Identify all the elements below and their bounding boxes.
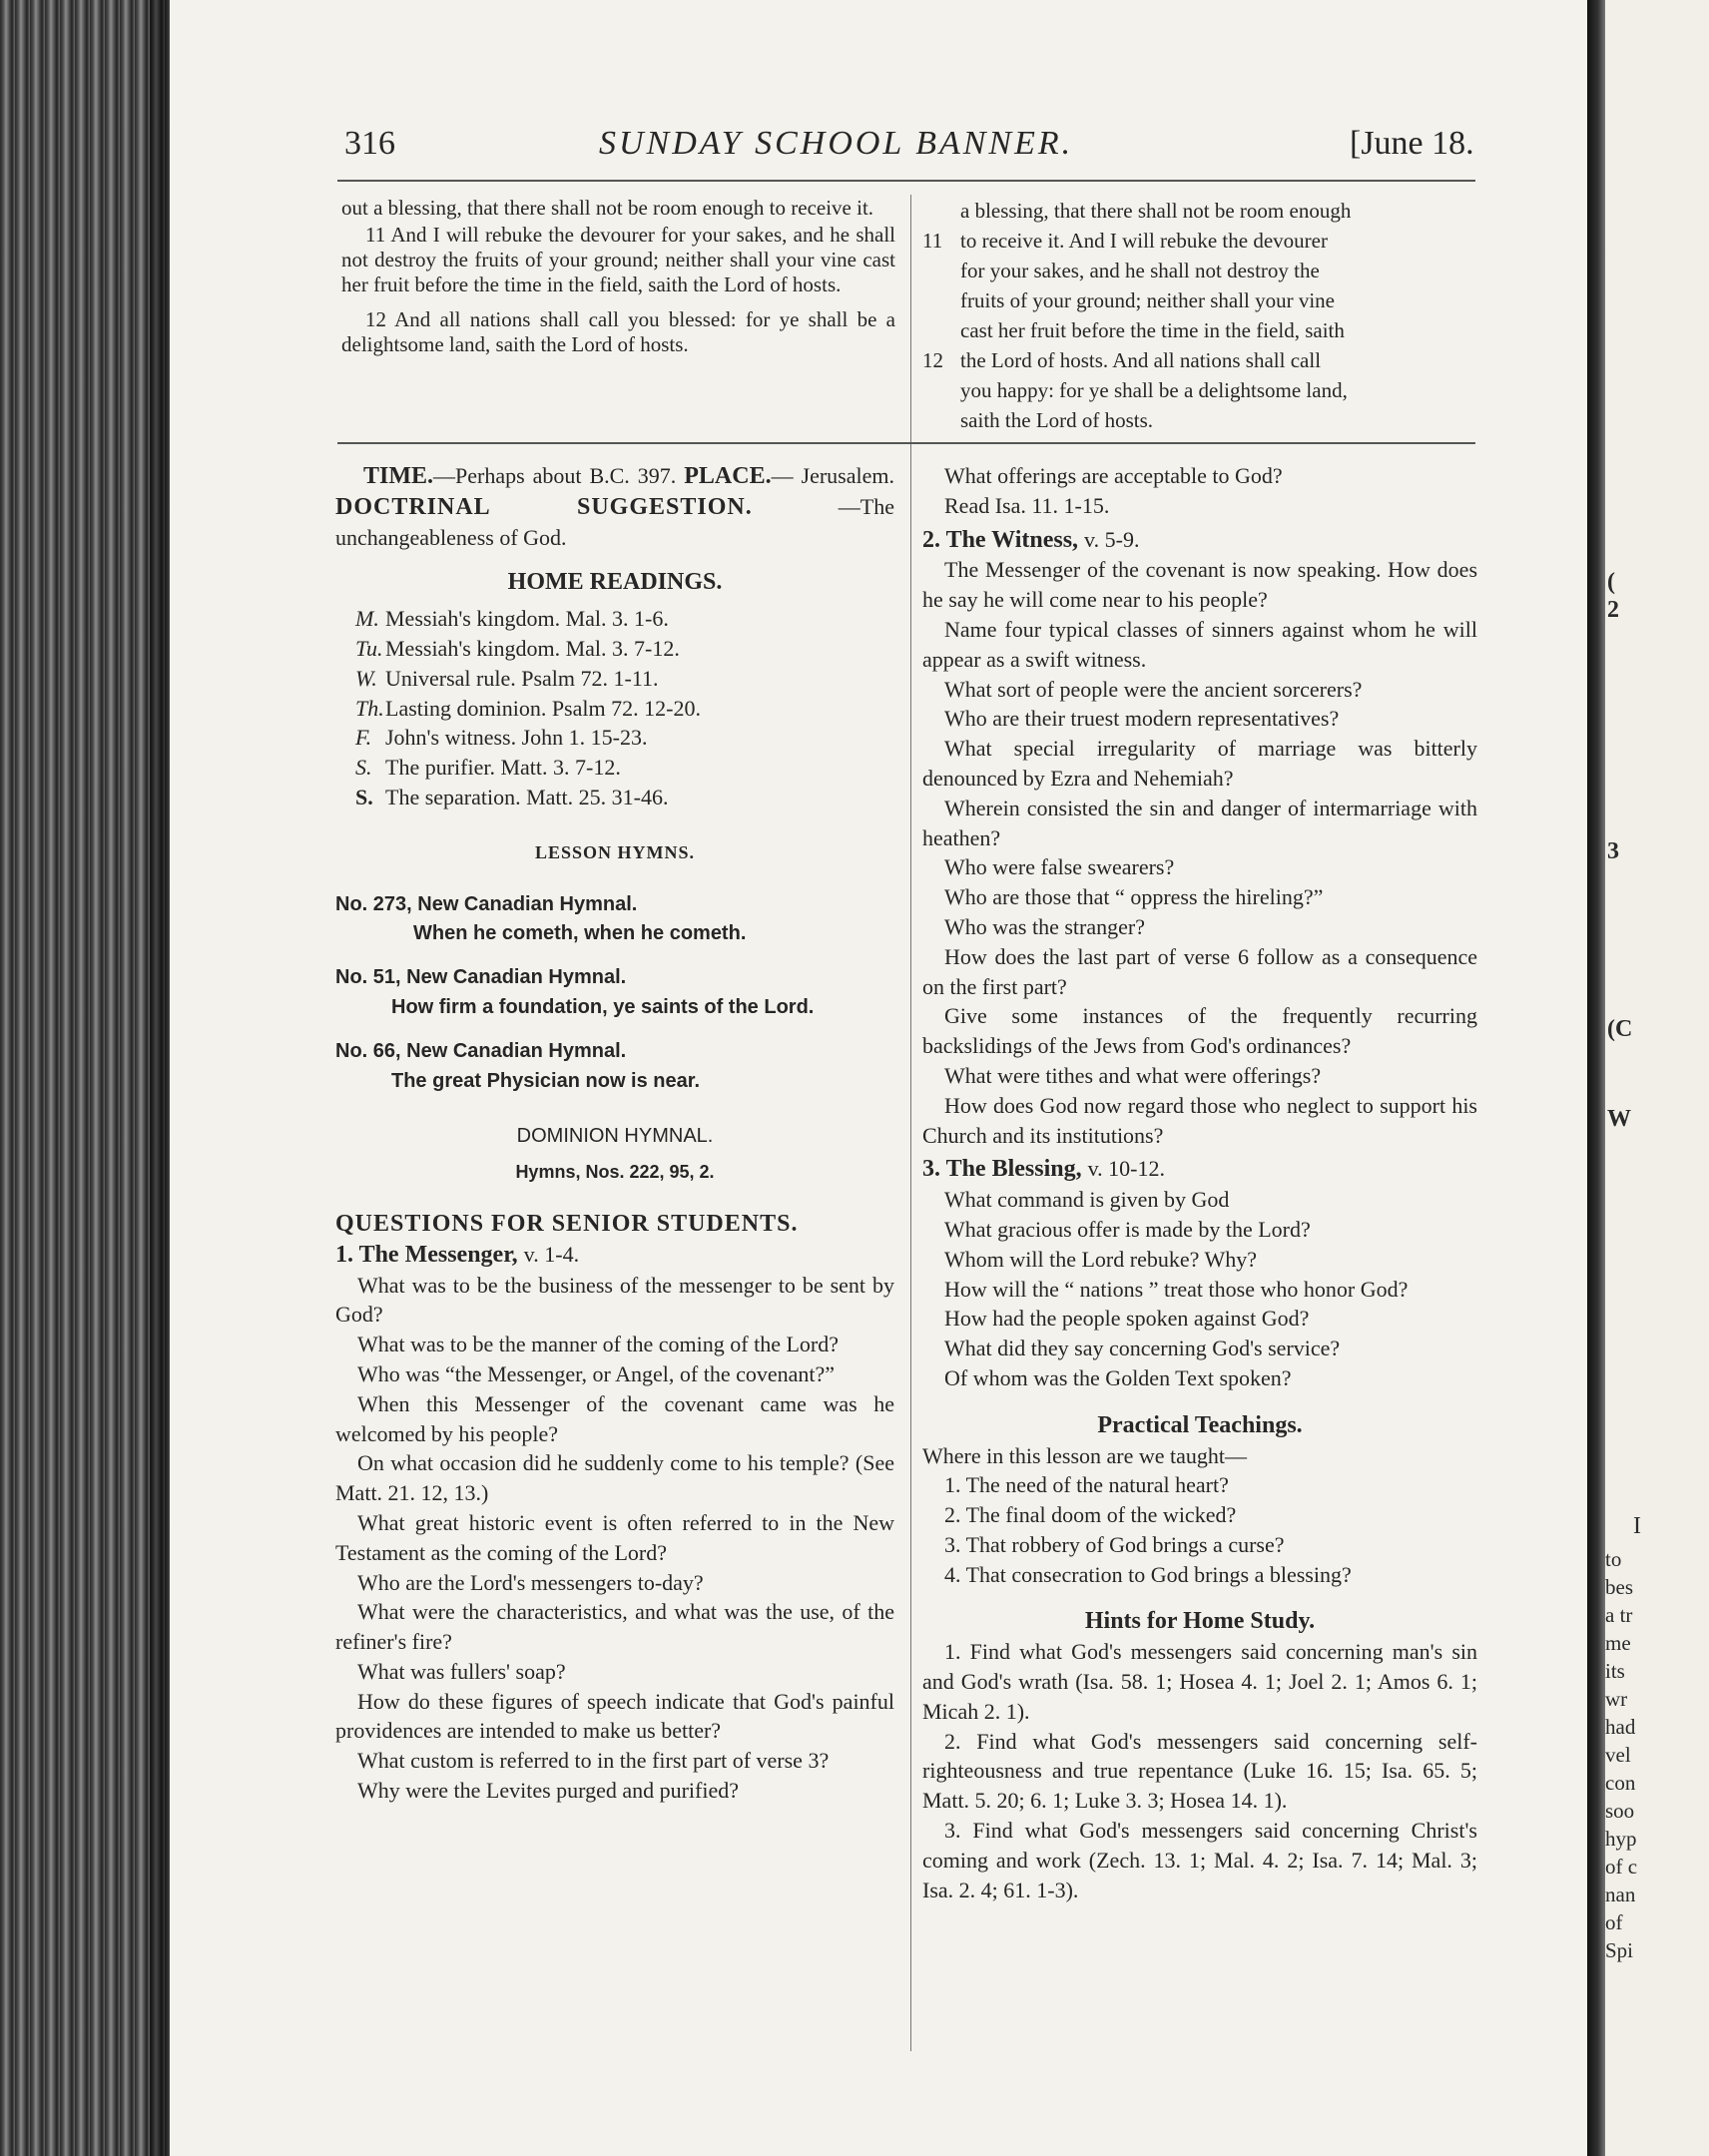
reading-day: S. bbox=[355, 784, 373, 809]
practical-intro: Where in this lesson are we taught— bbox=[922, 1442, 1248, 1468]
question: What did they say concerning God's service? bbox=[944, 1336, 1341, 1361]
question: How had the people spoken against God? bbox=[944, 1306, 1310, 1332]
column-divider bbox=[910, 195, 911, 2051]
question: What offerings are acceptable to God? bbox=[944, 463, 1283, 488]
questions-title: QUESTIONS FOR SENIOR STUDENTS. bbox=[335, 1210, 799, 1237]
hymn-line: How firm a foundation, ye saints of the Lord. bbox=[391, 995, 815, 1018]
practical-item: 4. That consecration to God brings a blessing? bbox=[944, 1561, 1352, 1587]
next-page-line: me bbox=[1605, 1631, 1631, 1655]
section-rule bbox=[337, 442, 1475, 444]
scripture-left-v11: 11 And I will rebuke the devourer for your sakes, and he shall not destroy the fruits of your ground; neither shall your vine cast her fruit before the time in the field, saith the Lord of hosts. bbox=[341, 223, 895, 296]
scripture-line: a blessing, that there shall not be room enough bbox=[960, 199, 1352, 223]
question: Wherein consisted the sin and danger of intermarriage with heathen? bbox=[922, 795, 1477, 850]
next-page-letter: 2 bbox=[1607, 597, 1619, 623]
section-3-title: 3. The Blessing, bbox=[922, 1156, 1082, 1183]
section-3-ref: v. 10-12. bbox=[1087, 1156, 1166, 1182]
question: On what occasion did he suddenly come to his temple? (See Matt. 21. 12, 13.) bbox=[335, 1450, 894, 1506]
hymn-number: No. 51, New Canadian Hymnal. bbox=[335, 966, 627, 989]
reading-day: Tu. bbox=[355, 635, 383, 661]
scripture-line: the Lord of hosts. And all nations shall call bbox=[960, 348, 1322, 372]
next-page-line: its bbox=[1605, 1659, 1625, 1683]
time-place bbox=[335, 461, 894, 552]
question: The Messenger of the covenant is now speaking. How does he say he will come near to his people? bbox=[922, 557, 1477, 613]
doctrinal-text: —The unchangeableness of God. bbox=[335, 493, 894, 550]
question: What custom is referred to in the first part of verse 3? bbox=[357, 1748, 830, 1774]
scripture-line: for your sakes, and he shall not destroy the bbox=[960, 259, 1320, 282]
next-page-line: soo bbox=[1605, 1799, 1635, 1823]
next-page-line: wr bbox=[1605, 1687, 1628, 1711]
next-page-letter: I bbox=[1633, 1513, 1641, 1539]
home-readings-title: HOME READINGS. bbox=[507, 569, 723, 596]
hints-title: Hints for Home Study. bbox=[1084, 1608, 1316, 1635]
question: What great historic event is often referred to in the New Testament as the coming of the Lord? bbox=[335, 1509, 894, 1565]
practical-teachings-title: Practical Teachings. bbox=[1097, 1411, 1303, 1438]
question: How will the “ nations ” treat those who honor God? bbox=[944, 1276, 1409, 1302]
section-1-heading bbox=[335, 1240, 894, 1271]
page-gutter bbox=[1587, 0, 1605, 2156]
next-page-letter: 3 bbox=[1607, 838, 1619, 864]
reading-item bbox=[355, 664, 894, 694]
reading-item bbox=[355, 634, 894, 664]
practical-item: 1. The need of the natural heart? bbox=[944, 1472, 1229, 1498]
next-page-line: con bbox=[1605, 1771, 1636, 1795]
question: How do these figures of speech indicate that God's painful providences are intended to make us better? bbox=[335, 1688, 894, 1744]
reading-text: The separation. Matt. 25. 31-46. bbox=[385, 784, 669, 809]
scripture-left-v12: 12 And all nations shall call you blessed: for ye shall be a delightsome land, saith the Lord of hosts. bbox=[341, 307, 895, 356]
header-rule bbox=[337, 180, 1475, 182]
question: What sort of people were the ancient sorcerers? bbox=[944, 676, 1363, 702]
question: Who was the stranger? bbox=[944, 913, 1145, 939]
reading-item bbox=[355, 753, 894, 783]
scripture-right bbox=[922, 196, 1481, 435]
practical-item: 3. That robbery of God brings a curse? bbox=[944, 1531, 1285, 1557]
next-page-line: a tr bbox=[1605, 1603, 1633, 1627]
question: What special irregularity of marriage was bitterly denounced by Ezra and Nehemiah? bbox=[922, 736, 1477, 791]
doctrinal-label: DOCTRINAL SUGGESTION. bbox=[335, 493, 753, 520]
question: Who are the Lord's messengers to-day? bbox=[357, 1569, 704, 1595]
section-3-heading bbox=[922, 1154, 1477, 1185]
left-column bbox=[335, 461, 894, 1806]
question: How does the last part of verse 6 follow as a consequence on the first part? bbox=[922, 943, 1477, 999]
next-page-line: Spi bbox=[1605, 1938, 1634, 1962]
reading-item bbox=[355, 783, 894, 812]
next-page-line: of bbox=[1605, 1910, 1623, 1934]
next-page-line: hyp bbox=[1605, 1827, 1637, 1851]
question: Who was “the Messenger, or Angel, of the covenant?” bbox=[357, 1360, 836, 1386]
reading-item bbox=[355, 604, 894, 634]
question: Who are their truest modern representatives? bbox=[944, 706, 1340, 732]
reading-day: Th. bbox=[355, 695, 384, 721]
question: What was to be the business of the messenger to be sent by God? bbox=[335, 1272, 894, 1328]
reading-item bbox=[355, 694, 894, 724]
dominion-title: DOMINION HYMNAL. bbox=[516, 1125, 714, 1148]
section-1-ref: v. 1-4. bbox=[523, 1241, 580, 1267]
hint-item: 3. Find what God's messengers said concerning Christ's coming and work (Zech. 13. 1; Mal. 4. 2; Isa. 7. 14; Mal. 3; Isa. 2. 4; 61. 1-3). bbox=[922, 1818, 1477, 1902]
question: When this Messenger of the covenant came was he welcomed by his people? bbox=[335, 1390, 894, 1446]
scripture-line: you happy: for ye shall be a delightsome land, bbox=[960, 378, 1348, 402]
time-text: —Perhaps about B.C. 397. bbox=[433, 463, 677, 488]
next-page-letter: ( bbox=[1607, 569, 1615, 595]
hint-item: 2. Find what God's messengers said concerning self-righteousness and true repentance (Luke 16. 15; Isa. 65. 5; Matt. 5. 20; 6. 1; Luke 3. 3; Hosea 14. 1). bbox=[922, 1728, 1477, 1814]
section-2-ref: v. 5-9. bbox=[1084, 526, 1140, 552]
next-page-letter: W bbox=[1607, 1106, 1631, 1132]
next-page-lines bbox=[1605, 1545, 1637, 1964]
running-title: SUNDAY SCHOOL BANNER. bbox=[599, 125, 1074, 162]
hint-item: 1. Find what God's messengers said concerning man's sin and God's wrath (Isa. 58. 1; Hosea 4. 1; Joel 2. 1; Amos 6. 1; Micah 2. 1). bbox=[922, 1639, 1477, 1724]
reading-text: Messiah's kingdom. Mal. 3. 7-12. bbox=[385, 635, 680, 661]
question: What was fullers' soap? bbox=[357, 1658, 566, 1684]
section-2-heading bbox=[922, 525, 1477, 556]
dominion-text: Hymns, Nos. 222, 95, 2. bbox=[515, 1162, 715, 1183]
scripture-left-p1: out a blessing, that there shall not be room enough to receive it. bbox=[341, 196, 874, 220]
question: What were tithes and what were offerings? bbox=[944, 1062, 1322, 1088]
question: Who are those that “ oppress the hireling?” bbox=[944, 884, 1324, 910]
question: Why were the Levites purged and purified? bbox=[357, 1778, 740, 1804]
reading-text: John's witness. John 1. 15-23. bbox=[385, 725, 648, 751]
right-column bbox=[922, 461, 1477, 1904]
question: Whom will the Lord rebuke? Why? bbox=[944, 1246, 1257, 1272]
reading-text: Messiah's kingdom. Mal. 3. 1-6. bbox=[385, 606, 669, 632]
next-page-letter: (C bbox=[1607, 1016, 1633, 1042]
section-2-title: 2. The Witness, bbox=[922, 526, 1079, 553]
next-page-line: nan bbox=[1605, 1883, 1636, 1906]
place-text: — Jerusalem. bbox=[771, 463, 895, 488]
scripture-line: fruits of your ground; neither shall your vine bbox=[960, 288, 1336, 312]
reading-text: The purifier. Matt. 3. 7-12. bbox=[385, 755, 621, 781]
verse-number: 11 bbox=[922, 229, 943, 253]
hymn-line: The great Physician now is near. bbox=[391, 1069, 700, 1092]
question: What was to be the manner of the coming of the Lord? bbox=[357, 1332, 840, 1357]
next-page-line: bes bbox=[1605, 1575, 1633, 1599]
page-number: 316 bbox=[344, 125, 395, 162]
question: Give some instances of the frequently recurring backslidings of the Jews from God's ordinances? bbox=[922, 1003, 1477, 1059]
next-page-strip bbox=[1605, 0, 1709, 2156]
scripture-line: saith the Lord of hosts. bbox=[960, 408, 1154, 432]
reading-day: W. bbox=[355, 665, 377, 691]
next-page-line: had bbox=[1605, 1715, 1636, 1739]
hymn-number: No. 273, New Canadian Hymnal. bbox=[335, 892, 638, 915]
next-page-line: to bbox=[1605, 1547, 1622, 1571]
question: What were the characteristics, and what was the use, of the refiner's fire? bbox=[335, 1599, 894, 1655]
question: What gracious offer is made by the Lord? bbox=[944, 1216, 1311, 1242]
reading-text: Lasting dominion. Psalm 72. 12-20. bbox=[385, 695, 701, 721]
place-label: PLACE. bbox=[684, 463, 772, 489]
next-page-line: vel bbox=[1605, 1743, 1631, 1767]
lesson-hymns-title: LESSON HYMNS. bbox=[534, 841, 696, 862]
next-page-line: of c bbox=[1605, 1855, 1638, 1879]
reading-day: S. bbox=[355, 755, 372, 781]
scripture-left bbox=[341, 196, 895, 357]
section-1-title: 1. The Messenger, bbox=[335, 1241, 518, 1268]
hymn-line: When he cometh, when he cometh. bbox=[413, 922, 747, 945]
question: Of whom was the Golden Text spoken? bbox=[944, 1364, 1292, 1390]
reading-item bbox=[355, 723, 894, 753]
scripture-line: to receive it. And I will rebuke the devourer bbox=[960, 229, 1328, 253]
verse-number: 12 bbox=[922, 348, 943, 372]
question: Who were false swearers? bbox=[944, 854, 1175, 880]
reading-text: Universal rule. Psalm 72. 1-11. bbox=[385, 665, 659, 691]
question: How does God now regard those who neglect to support his Church and its institutions? bbox=[922, 1092, 1477, 1148]
question: Name four typical classes of sinners against whom he will appear as a swift witness. bbox=[922, 616, 1477, 672]
question: Read Isa. 11. 1-15. bbox=[944, 492, 1110, 518]
reading-day: M. bbox=[355, 606, 379, 632]
scripture-line: cast her fruit before the time in the field, saith bbox=[960, 318, 1345, 342]
running-date: [June 18. bbox=[1350, 125, 1474, 162]
hymn-number: No. 66, New Canadian Hymnal. bbox=[335, 1039, 627, 1062]
question: What command is given by God bbox=[944, 1187, 1230, 1213]
practical-item: 2. The final doom of the wicked? bbox=[944, 1502, 1237, 1528]
time-label: TIME. bbox=[363, 463, 434, 489]
reading-day: F. bbox=[355, 725, 372, 751]
